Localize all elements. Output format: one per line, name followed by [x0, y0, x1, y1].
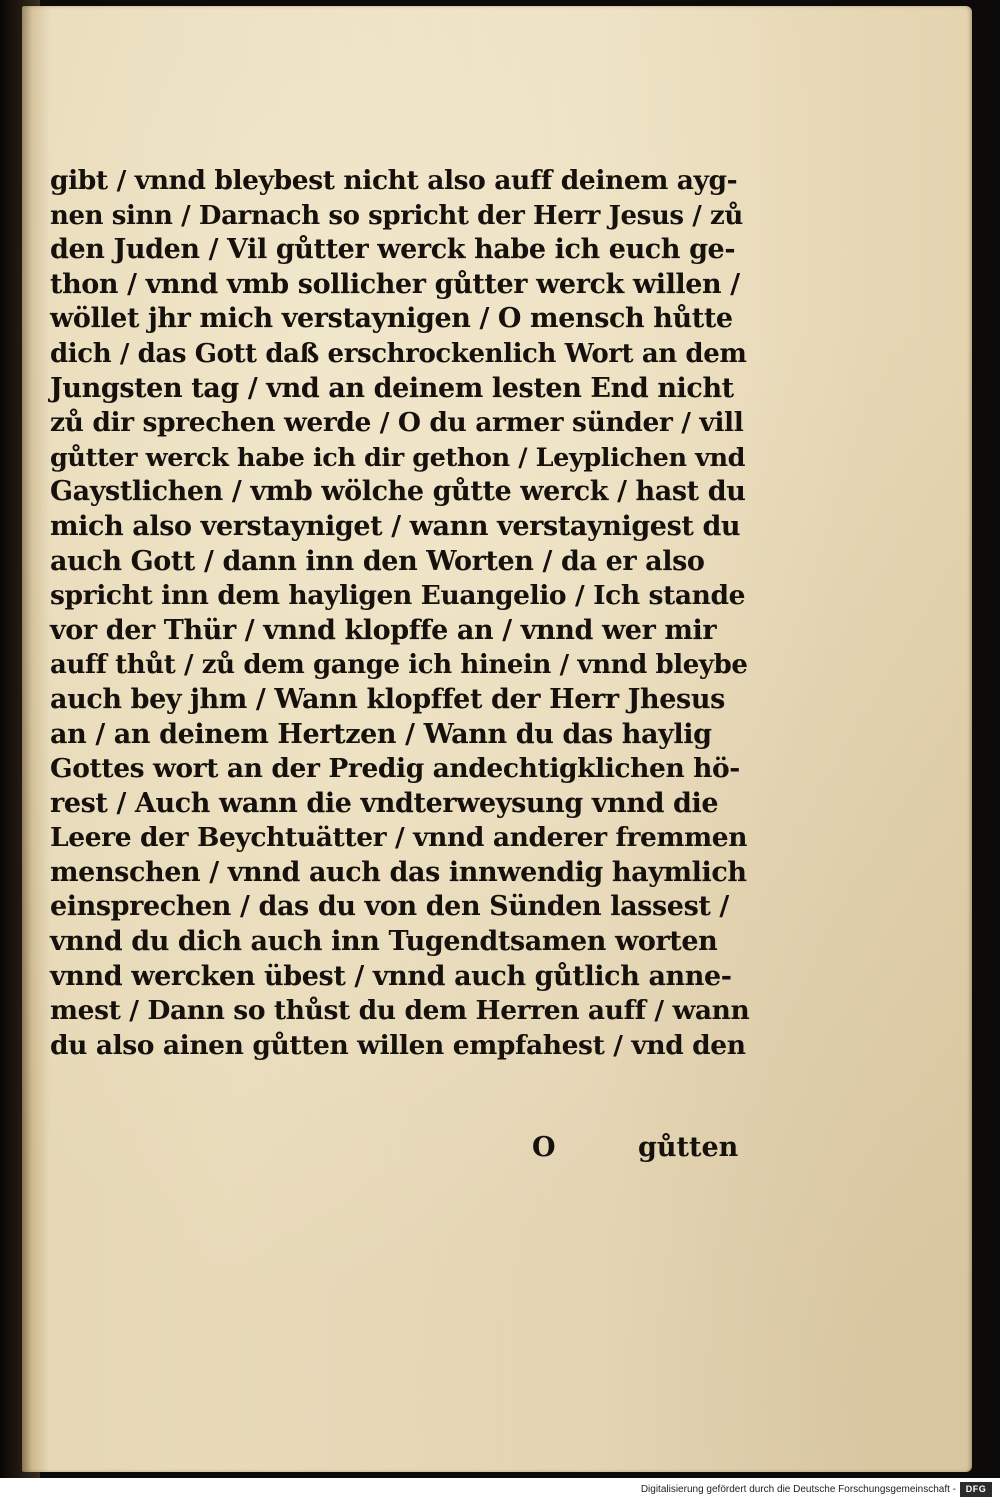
- text-line: an / an deinem Hertzen / Wann du das haylig: [50, 718, 712, 750]
- text-line: mest / Dann so thůst du dem Herren auff / wann: [50, 995, 750, 1027]
- text-line: mich also verstayniget / wann verstaynigest du: [50, 510, 741, 542]
- text-line: nen sinn / Darnach so spricht der Herr Jesus / zů: [50, 200, 743, 231]
- text-line: gůtter werck habe ich dir gethon / Leyplichen vnd: [50, 442, 746, 473]
- book-page: [22, 6, 972, 1472]
- text-line: Jungsten tag / vnd an deinem lesten End nicht: [50, 372, 734, 404]
- footer-bar: [0, 1478, 1000, 1502]
- funding-credit: Digitalisierung gefördert durch die Deutsche Forschungsgemeinschaft -: [640, 1484, 956, 1495]
- catchword: gůtten: [638, 1132, 739, 1163]
- text-line: den Juden / Vil gůtter werck habe ich euch ge-: [50, 234, 736, 266]
- text-line: Gottes wort an der Predig andechtigklichen hö-: [50, 753, 740, 785]
- signature-mark: O: [532, 1132, 556, 1163]
- text-line: zů dir sprechen werde / O du armer sünder / vill: [50, 407, 744, 439]
- text-line: wöllet jhr mich verstaynigen / O mensch hůtte: [50, 303, 733, 335]
- text-line: vnnd du dich auch inn Tugendtsamen worten: [50, 926, 718, 958]
- text-line: rest / Auch wann die vndterweysung vnnd die: [50, 787, 719, 819]
- text-line: Leere der Beychtuätter / vnnd anderer fremmen: [50, 822, 748, 854]
- text-line: auch Gott / dann inn den Worten / da er also: [50, 545, 705, 577]
- text-line: vor der Thür / vnnd klopffe an / vnnd wer mir: [50, 614, 717, 646]
- text-line: spricht inn dem hayligen Euangelio / Ich stande: [50, 580, 746, 612]
- text-line: dich / das Gott daß erschrockenlich Wort an dem: [50, 338, 747, 369]
- text-line: auch bey jhm / Wann klopffet der Herr Jhesus: [50, 683, 725, 715]
- text-line: gibt / vnnd bleybest nicht also auff deinem ayg-: [50, 165, 738, 196]
- page-foot: [50, 1130, 750, 1166]
- text-line: menschen / vnnd auch das innwendig haymlich: [50, 856, 747, 888]
- text-line: Gaystlichen / vmb wölche gůtte werck / hast du: [50, 476, 746, 508]
- text-line: thon / vnnd vmb sollicher gůtter werck willen /: [50, 268, 740, 300]
- text-line: du also ainen gůtten willen empfahest / vnd den: [50, 1029, 746, 1061]
- text-line: einsprechen / das du von den Sünden lassest /: [50, 891, 729, 923]
- dfg-logo: DFG: [960, 1482, 992, 1497]
- text-line: auff thůt / zů dem gange ich hinein / vnnd bleybe: [50, 650, 748, 681]
- text-line: vnnd wercken übest / vnnd auch gůtlich anne-: [50, 960, 732, 992]
- text-block: [50, 164, 750, 1063]
